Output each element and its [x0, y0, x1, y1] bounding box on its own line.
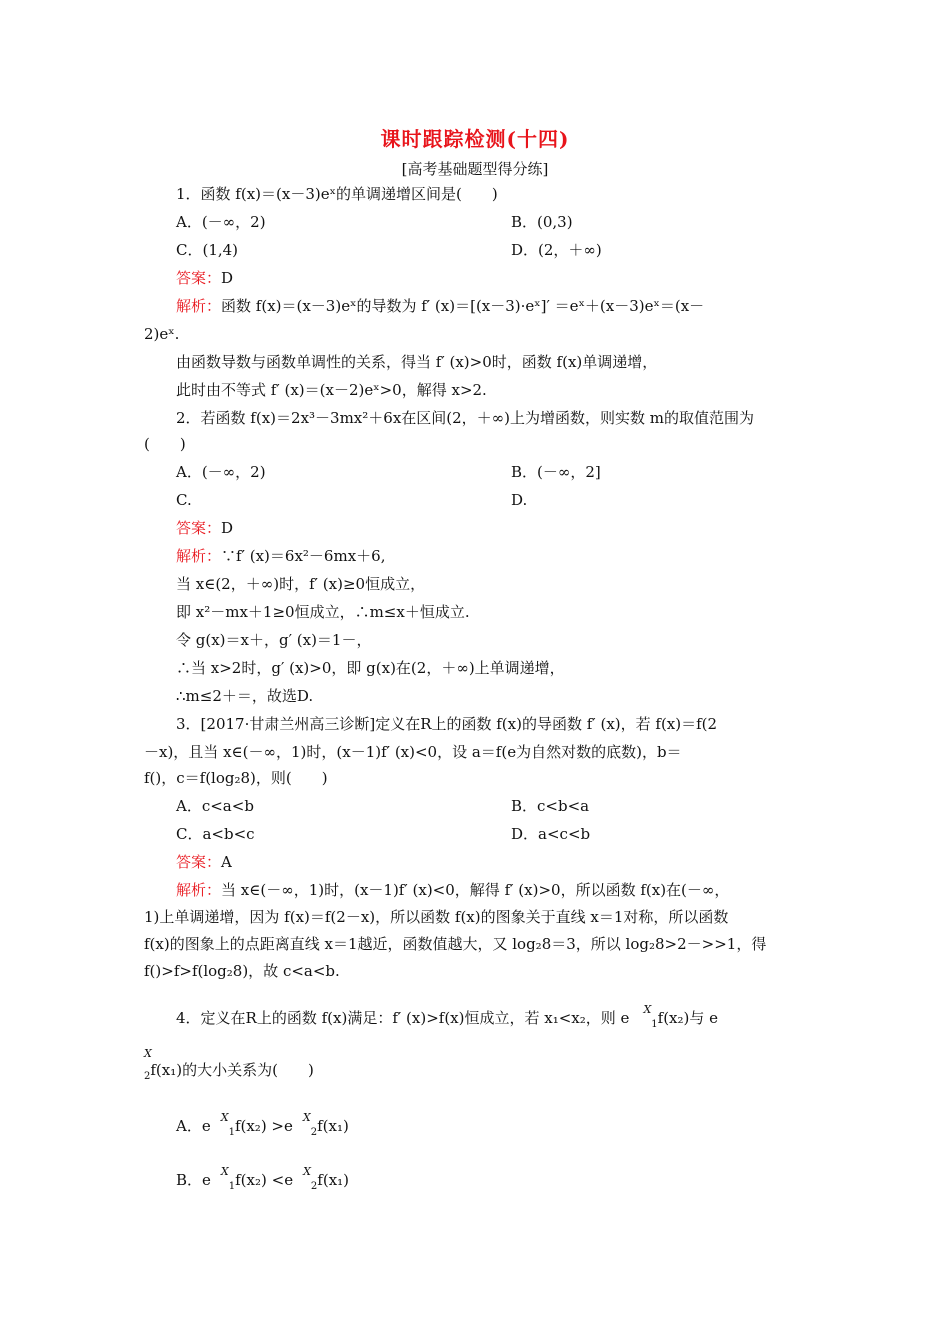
q1-option-b: B．(0,3) — [511, 213, 573, 231]
q4-option-a-middle: f(x₂) >e — [234, 1117, 293, 1135]
q3-stem-line-3: f()，c＝f(log₂8)，则( ) — [144, 769, 328, 787]
exponent-x: X — [220, 1111, 229, 1124]
q4-option-b-middle: f(x₂) <e — [235, 1171, 294, 1189]
q2-explanation-line-1 — [176, 546, 385, 566]
answer-label: 答案： — [176, 269, 222, 287]
q2-explanation-line-5: ∴当 x>2时，g′ (x)>0，即 g(x)在(2，＋∞)上单调递增， — [176, 659, 565, 677]
q4-option-a — [176, 1111, 349, 1139]
q4-stem-part-2: f(x₂)与 e — [657, 1009, 719, 1027]
exponent-x: X — [220, 1165, 229, 1178]
q3-option-b: B．c<b<a — [511, 797, 590, 815]
q4-option-a-prefix: A．e — [176, 1117, 211, 1135]
q2-exp-text-1: ∵f′ (x)＝6x²－6mx＋6, — [221, 547, 386, 565]
q1-explanation-line-1 — [176, 296, 704, 316]
q2-explanation-line-2: 当 x∈(2，＋∞)时，f′ (x)≥0恒成立， — [176, 575, 426, 593]
q4-stem-line-2 — [144, 1047, 314, 1083]
q4-stem-part-3: f(x₁)的大小关系为( ) — [150, 1061, 314, 1079]
analysis-label: 解析： — [176, 547, 222, 565]
q1-option-d: D．(2，＋∞) — [511, 241, 602, 259]
q3-exp-text-1: 当 x∈(－∞，1)时，(x－1)f′ (x)<0，解得 f′ (x)>0，所以函数 f(x)在(－∞， — [221, 881, 730, 899]
subscript-1: 1 — [651, 1019, 658, 1030]
analysis-label: 解析： — [176, 881, 222, 899]
page-title: 课时跟踪检测(十四) — [380, 127, 570, 151]
q4-option-b-suffix: f(x₁) — [317, 1171, 350, 1189]
q1-stem: 1．函数 f(x)＝(x－3)eˣ的单调递增区间是( ) — [176, 185, 498, 203]
q2-explanation-line-3: 即 x²－mx＋1≥0恒成立，∴m≤x＋恒成立. — [176, 603, 470, 621]
q3-option-d: D．a<c<b — [511, 825, 591, 843]
q4-option-b — [176, 1165, 350, 1193]
q3-explanation-line-2: 1)上单调递增，因为 f(x)＝f(2－x)，所以函数 f(x)的图象关于直线 x＝1对称，所以函数 — [144, 908, 729, 926]
q1-option-c: C．(1,4) — [176, 241, 239, 259]
q3-stem-line-2: －x)，且当 x∈(－∞，1)时，(x－1)f′ (x)<0，设 a＝f(e为自然对数的底数)，b＝ — [144, 743, 682, 761]
q1-explanation-line-4: 此时由不等式 f′ (x)＝(x－2)eˣ>0，解得 x>2. — [176, 381, 487, 399]
q3-option-c: C．a<b<c — [176, 825, 255, 843]
q3-explanation-line-1 — [176, 880, 729, 900]
q2-explanation-line-4: 令 g(x)＝x＋，g′ (x)＝1－， — [176, 631, 372, 649]
analysis-label: 解析： — [176, 297, 222, 315]
answer-label: 答案： — [176, 519, 222, 537]
q3-explanation-line-4: f()>f>f(log₂8)，故 c<a<b. — [144, 962, 340, 980]
q1-option-a: A．(－∞，2) — [176, 213, 266, 231]
q4-stem-part-1: 4．定义在R上的函数 f(x)满足：f′ (x)>f(x)恒成立，若 x₁<x₂，则 e — [176, 1009, 630, 1027]
exponent-x: X — [303, 1165, 311, 1178]
q4-option-b-prefix: B．e — [176, 1171, 211, 1189]
section-subtitle: [高考基础题型得分练] — [401, 160, 549, 178]
q1-explanation-line-3: 由函数导数与函数单调性的关系，得当 f′ (x)>0时，函数 f(x)单调递增， — [176, 353, 658, 371]
q1-answer — [176, 268, 233, 288]
q2-answer-value: D — [221, 519, 234, 537]
q1-answer-value: D — [221, 269, 234, 287]
subscript-2: 2 — [144, 1071, 151, 1082]
q3-answer-value: A — [221, 853, 232, 871]
exponent-x: X — [302, 1111, 311, 1124]
q2-stem-line-1: 2．若函数 f(x)＝2x³－3mx²＋6x在区间(2，＋∞)上为增函数，则实数 m的取值范围为 — [176, 409, 755, 427]
q2-answer — [176, 518, 233, 538]
q3-explanation-line-3: f(x)的图象上的点距离直线 x＝1越近，函数值越大，又 log₂8＝3，所以 log₂8>2－>>1，得 — [144, 935, 767, 953]
q2-option-c: C. — [176, 491, 192, 509]
q1-explanation-line-2: 2)eˣ. — [144, 325, 180, 343]
q2-explanation-line-6: ∴m≤2＋＝，故选D. — [176, 687, 314, 705]
q3-answer — [176, 852, 232, 872]
q2-stem-line-2: ( ) — [144, 435, 186, 453]
q2-option-a: A．(－∞，2) — [176, 463, 266, 481]
answer-label: 答案： — [176, 853, 222, 871]
q4-option-a-suffix: f(x₁) — [317, 1117, 349, 1135]
subscript-2: 2 — [310, 1127, 318, 1138]
subscript-1: 1 — [228, 1127, 235, 1138]
q3-option-a: A．c<a<b — [176, 797, 254, 815]
exponent-x: X — [144, 1047, 152, 1060]
q3-stem-line-1: 3．[2017·甘肃兰州高三诊断]定义在R上的函数 f(x)的导函数 f′ (x)，若 f(x)＝f(2 — [176, 715, 718, 733]
q2-option-d: D. — [511, 491, 528, 509]
subscript-1: 1 — [228, 1181, 236, 1192]
q4-stem-line-1 — [176, 1003, 719, 1031]
q2-option-b: B．(－∞，2] — [511, 463, 601, 481]
exponent-x: X — [643, 1003, 652, 1016]
q1-exp-text-1: 函数 f(x)＝(x－3)eˣ的导数为 f′ (x)＝[(x－3)·eˣ]′ ＝eˣ＋(x－3)eˣ＝(x－ — [221, 297, 705, 315]
subscript-2: 2 — [310, 1181, 318, 1192]
